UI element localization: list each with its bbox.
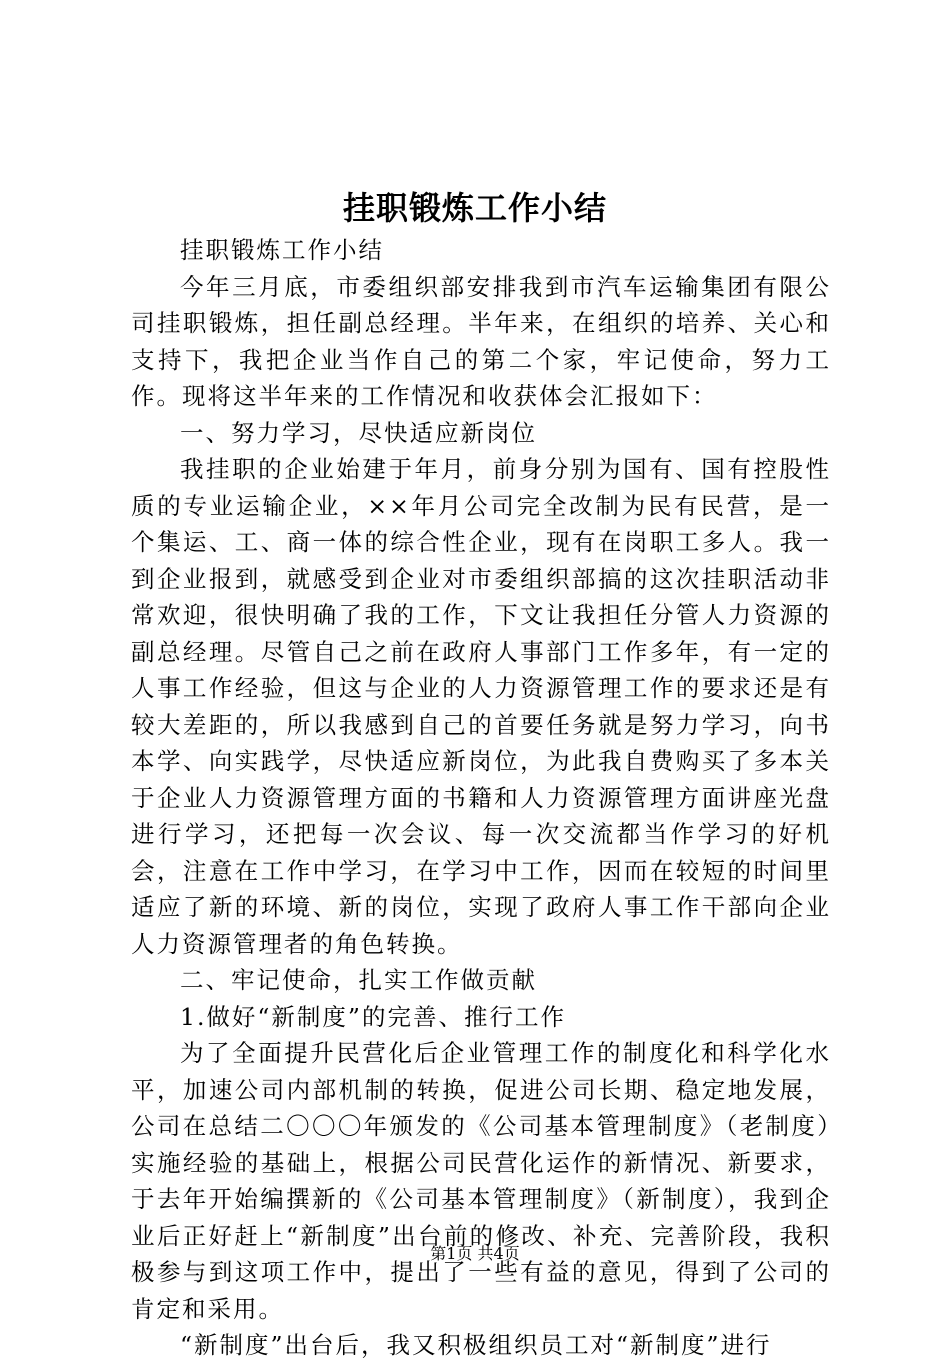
paragraph-intro: 今年三月底，市委组织部安排我到市汽车运输集团有限公司挂职锻炼，担任副总经理。半年来，在组织的培养、关心和支持下，我把企业当作自己的第二个家，牢记使命，努力工作。现将这半年来的工作情况和收获体会汇报如下： <box>131 272 831 410</box>
paragraph-subsection-1: 为了全面提升民营化后企业管理工作的制度化和科学化水平，加速公司内部机制的转换，促进公司长期、稳定地发展，公司在总结二〇〇〇年颁发的《公司基本管理制度》（老制度）实施经验的基础上，根据公司民营化运作的新情况、新要求，于去年开始编撰新的《公司基本管理制度》（新制度），我到企业后正好赶上“新制度”出台前的修改、补充、完善阶段，我积极参与到这项工作中，提出了一些有益的意见，得到了公司的肯定和采用。 <box>131 1039 831 1323</box>
section-heading-1: 一、努力学习，尽快适应新岗位 <box>180 418 537 447</box>
paragraph-continued: “新制度”出台后，我又积极组织员工对“新制度”进行 <box>180 1331 772 1359</box>
section-heading-2: 二、牢记使命，扎实工作做贡献 <box>180 966 537 994</box>
page-footer: 第1页 共4页 <box>430 1244 520 1263</box>
document-title: 挂职锻炼工作小结 <box>342 189 607 227</box>
paragraph-subtitle: 挂职锻炼工作小结 <box>180 236 384 264</box>
subsection-heading-1: 1.做好“新制度”的完善、推行工作 <box>180 1002 566 1031</box>
paragraph-section-1: 我挂职的企业始建于年月，前身分别为国有、国有控股性质的专业运输企业，××年月公司完全改制为民有民营，是一个集运、工、商一体的综合性企业，现有在岗职工多人。我一到企业报到，就感受到企业对市委组织部搞的这次挂职活动非常欢迎，很快明确了我的工作，下文让我担任分管人力资源的副总经理。尽管自己之前在政府人事部门工作多年，有一定的人事工作经验，但这与企业的人力资源管理工作的要求还是有较大差距的，所以我感到自己的首要任务就是努力学习，向书本学、向实践学，尽快适应新岗位，为此我自费购买了多本关于企业人力资源管理方面的书籍和人力资源管理方面讲座光盘进行学习，还把每一次会议、每一次交流都当作学习的好机会，注意在工作中学习，在学习中工作，因而在较短的时间里适应了新的环境、新的岗位，实现了政府人事工作干部向企业人力资源管理者的角色转换。 <box>131 455 831 958</box>
document-body <box>131 232 831 1364</box>
